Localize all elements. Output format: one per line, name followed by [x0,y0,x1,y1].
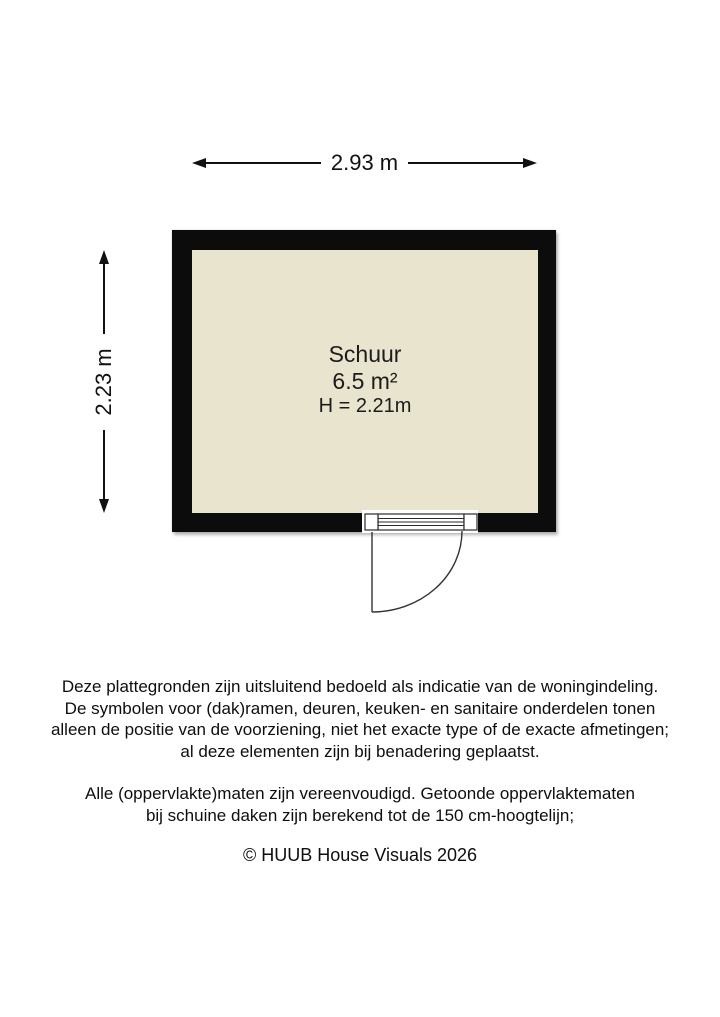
disclaimer-line: Deze plattegronden zijn uitsluitend bedoeld als indicatie van de woningindeling. [61,677,659,696]
disclaimer-paragraph-1 [0,676,720,762]
room-name: Schuur [328,341,402,367]
arrow-right-icon [523,158,537,168]
dimension-line [103,430,105,500]
disclaimer-line: alleen de positie van de voorziening, niet het exacte type of de exacte afmetingen; [50,720,670,739]
dimension-line [408,162,523,164]
disclaimer-line: bij schuine daken zijn berekend tot de 150 cm-hoogtelijn; [145,805,575,825]
dimension-line [103,264,105,334]
height-dimension [92,250,116,513]
width-dimension-label: 2.93 m [330,150,399,175]
height-dimension-label: 2.23 m [91,347,116,416]
disclaimer-line: al deze elementen zijn bij benadering geplaatst. [180,741,540,761]
room-ceiling-height: H = 2.21m [318,395,412,417]
door-icon [350,503,490,628]
copyright-line: © HUUB House Visuals 2026 [242,845,478,865]
arrow-up-icon [99,250,109,264]
arrow-down-icon [99,499,109,513]
width-dimension [192,151,537,175]
disclaimer-line: Alle (oppervlakte)maten zijn vereenvoudigd. Getoonde oppervlaktematen [85,784,635,803]
arrow-left-icon [192,158,206,168]
room-area: 6.5 m² [332,368,398,394]
dimension-line [206,162,321,164]
disclaimer-paragraph-2 [0,783,720,826]
disclaimer-line: De symbolen voor (dak)ramen, deuren, keuken- en sanitaire onderdelen tonen [64,698,656,718]
room-label [192,341,538,418]
